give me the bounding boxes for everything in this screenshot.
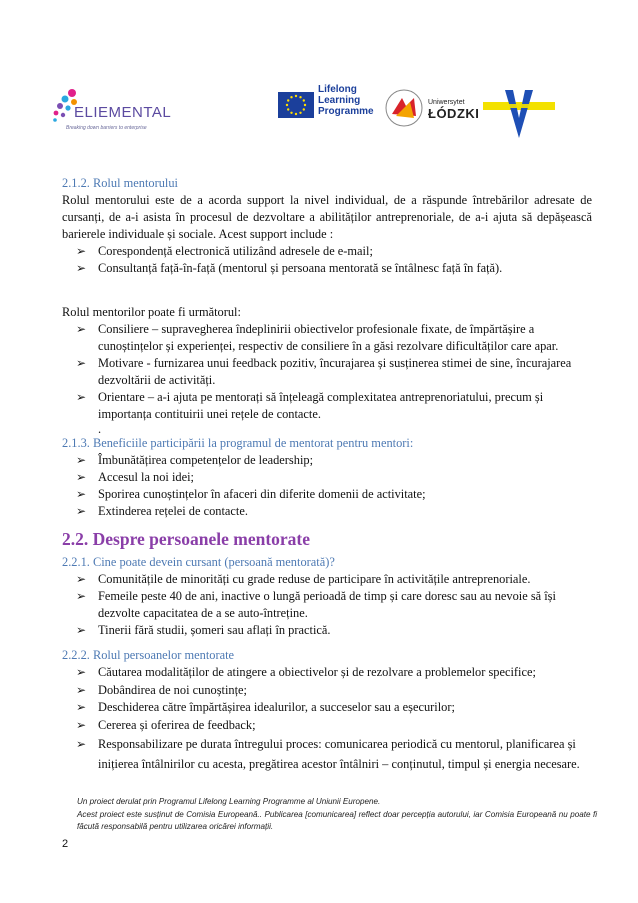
list-item: ➢ Comunitățile de minorități cu grade reduse de participare în activitățile antreprenoriale.: [76, 572, 531, 586]
section-title: 2.2. Despre persoanele mentorate: [62, 529, 311, 549]
list-item: ➢ Tinerii fără studii, șomeri sau aflați în practică.: [76, 623, 331, 637]
elemental-name: ELIEMENTAL: [74, 104, 172, 121]
roles-list: [62, 321, 592, 423]
arrow-bullet-icon: ➢: [76, 487, 87, 501]
arrow-bullet-icon: ➢: [76, 572, 87, 586]
llp-text: [318, 84, 374, 117]
llp-line: Lifelong: [318, 84, 357, 95]
page-footer: [77, 796, 597, 834]
footer-line: Un proiect derulat prin Programul Lifelong Learning Programme al Uniunii Europene.: [77, 797, 381, 806]
section-heading: 2.1.3. Beneficiile participării la programul de mentorat pentru mentori:: [62, 436, 414, 450]
list-item: ➢ Sporirea cunoștințelor în afaceri din diferite domenii de activitate;: [76, 487, 426, 501]
elemental-logo: [52, 86, 187, 146]
partner-v-logo-icon: [483, 88, 555, 140]
arrow-bullet-icon: ➢: [76, 623, 87, 637]
section-heading: 2.1.2. Rolul mentorului: [62, 176, 178, 190]
footer-disclaimer: Acest proiect este susținut de Comisia Europeană.. Publicarea [comunicarea] reflect doar percepția autorului, iar Comisia Europeană nu poate fi făcută responsabilă pentru utilizarea oricărei informații.: [77, 809, 597, 831]
list-item: ➢ Femeile peste 40 de ani, inactive o lungă perioadă de timp și care doresc sau au nevoie să își dezvolte capacitatea de a se auto-întreține.: [76, 589, 556, 620]
university-big: ŁÓDZKI: [428, 106, 480, 121]
list-item: ➢ Accesul la noi idei;: [76, 470, 194, 484]
arrow-bullet-icon: ➢: [76, 589, 87, 603]
list-item: ➢ Îmbunătățirea competențelor de leadership;: [76, 453, 314, 467]
page-header: [0, 0, 638, 160]
arrow-bullet-icon: ➢: [76, 261, 87, 275]
arrow-bullet-icon: ➢: [76, 390, 87, 404]
list-item: ➢ Cererea și oferirea de feedback;: [62, 717, 592, 735]
lifelong-learning-logo: [278, 84, 378, 136]
list-item: ➢ Motivare - furnizarea unui feedback pozitiv, încurajarea și susținerea stimei de sine, încurajarea dezvoltării de activități.: [76, 356, 572, 387]
list-item: ➢ Dobândirea de noi cunoștințe;: [62, 682, 592, 700]
paragraph: Rolul mentorilor poate fi următorul:: [62, 305, 241, 319]
list-item: ➢ Consiliere – supravegherea îndeplinirii obiectivelor profesionale fixate, de împărtășire a cunoștințelor și experienței, respectiv de consiliere în a găsi rezolvare dificultăților care apar.: [76, 322, 559, 353]
list-item: ➢ Căutarea modalităților de atingere a obiectivelor și de rezolvare a problemelor specifice;: [62, 664, 592, 682]
arrow-bullet-icon: ➢: [76, 470, 87, 484]
list-item: ➢ Consultanță față-în-față (mentorul și persoana mentorată se întâlnesc față în față).: [76, 261, 503, 275]
stray-dot: .: [98, 422, 102, 436]
arrow-bullet-icon: ➢: [76, 322, 87, 336]
page-number: 2: [62, 838, 69, 850]
list-item: ➢ Responsabilizare pe durata întregului proces: comunicarea periodică cu mentorul, planificarea și inițierea întâlnirilor cu acesta, pregătirea acestor întâlniri – conținutul, timpul și energia necesare.: [62, 734, 592, 774]
list-item: ➢ Extinderea rețelei de contacte.: [76, 504, 248, 518]
list-item: ➢ Orientare – a-i ajuta pe mentorați să înțeleagă complexitatea antreprenoriatului, precum și importanța contituirii unei rețele de contacte.: [76, 390, 544, 421]
benefits-list: [62, 452, 592, 520]
arrow-bullet-icon: ➢: [76, 682, 87, 697]
document-body: [62, 175, 592, 774]
section-heading: 2.2.1. Cine poate devein cursant (persoană mentorată)?: [62, 555, 335, 569]
arrow-bullet-icon: ➢: [76, 244, 87, 258]
llp-line: Programme: [318, 106, 374, 117]
arrow-bullet-icon: ➢: [76, 504, 87, 518]
arrow-bullet-icon: ➢: [76, 700, 87, 715]
arrow-bullet-icon: ➢: [76, 717, 87, 732]
university-seal-icon: [384, 88, 424, 128]
arrow-bullet-icon: ➢: [76, 453, 87, 467]
mentee-list: [62, 664, 592, 774]
arrow-bullet-icon: ➢: [76, 737, 87, 752]
support-list: [62, 243, 592, 277]
university-small: Uniwersytet: [428, 99, 465, 106]
university-name: [428, 99, 479, 121]
list-item: ➢ Corespondență electronică utilizând adresele de e-mail;: [76, 244, 373, 258]
arrow-bullet-icon: ➢: [76, 665, 87, 679]
paragraph: Rolul mentorului este de a acorda support la nivel individual, de a răspunde întrebărilor adresate de cursanți, de a-i asista în procesul de dezvoltare a abilităților antreprenoriale, de a-i ajuta să depășească barierele individuale și sociale. Acest support include :: [62, 193, 592, 241]
who-list: [62, 571, 592, 639]
eu-flag-icon: [278, 92, 314, 118]
arrow-bullet-icon: ➢: [76, 356, 87, 370]
list-item: ➢ Deschiderea către împărtășirea idealurilor, a succeselor sau a eșecurilor;: [62, 699, 592, 717]
llp-line: Learning: [318, 95, 361, 106]
section-heading: 2.2.2. Rolul persoanelor mentorate: [62, 648, 235, 662]
elemental-tagline: Breaking down barriers to enterprise: [66, 125, 147, 131]
